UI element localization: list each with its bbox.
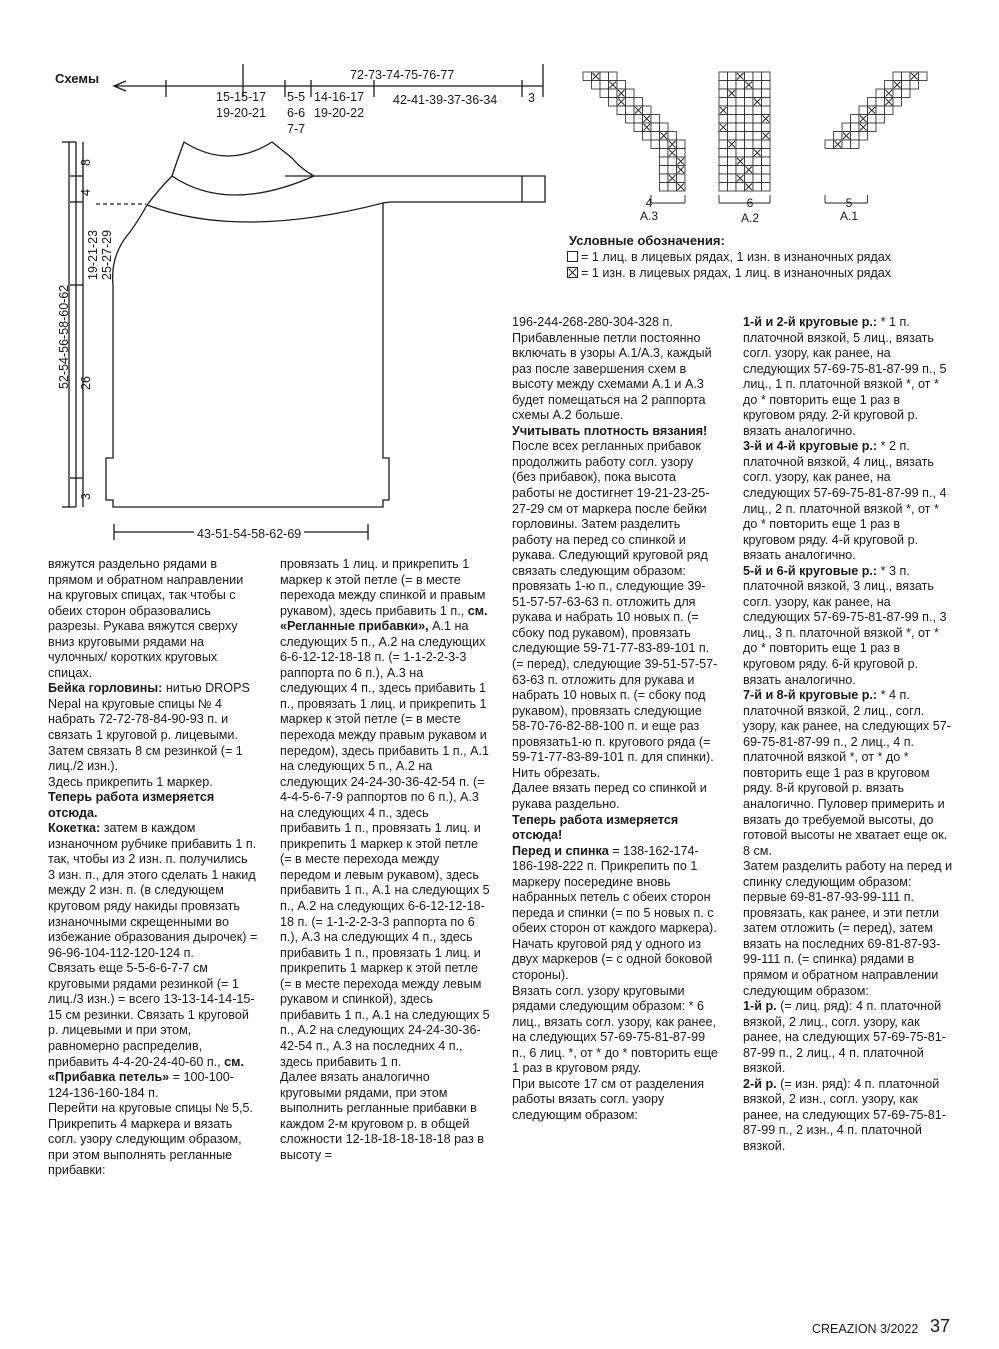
chart-a1-cell [868,98,877,107]
chart-a2-cell [745,89,754,98]
chart-a3-cell [660,123,669,132]
chart-a2-cell [762,166,771,175]
dim-sleeve: 42-41-39-37-36-34 [393,93,498,107]
legend-title: Условные обозначения: [569,233,725,248]
paragraph: Связать еще 5-5-6-6-7-7 см круговыми рядами резинкой (= 1 лиц./3 изн.) = всего 13-13-14-14-15-15 см резинки. Связать 1 круговой р. лицевыми и при этом, равномерно распределив, прибавить 4-4-20-24-40-60 п., [48,961,255,1069]
chart-a2-cell [719,166,728,175]
heading-row-2: 2-й р. [743,1076,777,1091]
chart-a2-cell [719,132,728,141]
chart-a1-cell [910,81,919,90]
chart-a1-cell [919,72,928,81]
chart-a3-cell [677,149,686,158]
chart-a1-cell [876,115,885,124]
dim-neck-a1: 15-15-17 [216,90,267,104]
chart-a1-cell [885,106,894,115]
heading-rounds-3-4: 3-й и 4-й круговые р.: [743,439,878,454]
paragraph: (= лиц. ряд): 4 п. платочной вязкой, 2 лиц., согл. узору, как ранее, на следующих 57-69-75-81-87-99 п., 2 лиц., 4 п. платочной вязкой. [743,999,946,1076]
paragraph: = 138-162-174-186-198-222 п. Прикрепить по 1 маркеру посередине вновь набранных петель с обеих сторон переда и спинки (= по 5 новых п. с обеих сторон от каждого маркера). [512,843,717,936]
empty-square-icon [567,251,578,262]
chart-a2-cell [719,115,728,124]
chart-a2-cell [762,98,771,107]
chart-a2-cell [728,72,737,81]
chart-a2-cell [753,115,762,124]
chart-a2-cell [753,183,762,192]
dim-top-total: 72-73-74-75-76-77 [350,68,455,82]
chart-a1-cell [842,140,851,149]
chart-a3-cell [609,89,618,98]
chart-a1-cell [851,132,860,141]
heading-measure-2: Теперь работа измеряется отсюда! [512,812,679,843]
chart-a1-cell [851,123,860,132]
paragraph: Далее вязать перед со спинкой и рукава раздельно. [512,781,707,811]
chart-a2-cell [753,123,762,132]
heading-gauge: Учитывать плотность вязания! [512,423,708,438]
chart-a3-cell [592,81,601,90]
chart-a2-cell [736,98,745,107]
paragraph: 196-244-268-280-304-328 п. Прибавленные петли постоянно включать в узоры A.1/A.3, каждый раз после завершения схем в высоту между схемами A.1 и A.3 будет помещаться на 2 раппорта схемы A.2 больше. [512,315,712,423]
chart-a1-cell [859,132,868,141]
chart-a3-cell [617,81,626,90]
chart-a2-cell [745,72,754,81]
chart-a2-cell [753,157,762,166]
chart-a3-label: A.3 [639,209,658,223]
chart-a2-cell [745,132,754,141]
paragraph: (= изн. ряд): 4 п. платочной вязкой, 2 изн., согл. узору, как ранее, на следующих 57-69-75-81-87-99 п., 2 изн., 4 п. платочной вязкой. [743,1076,946,1153]
chart-a1-cell [893,98,902,107]
heading-neckband: Бейка горловины: [48,681,163,696]
chart-a2-cell [736,106,745,115]
chart-a3-cell [651,123,660,132]
chart-a2-cell [728,106,737,115]
chart-a1-cell [834,132,843,141]
chart-a3-cell [651,132,660,141]
legend-item-knit [567,249,891,265]
chart-a3-cell [626,115,635,124]
chart-a2-cell [745,115,754,124]
chart-a2-cell [728,166,737,175]
paragraph: провязать 1 лиц. и прикрепить 1 маркер к этой петле (= в месте перехода между спинкой и правым рукавом), здесь прибавить 1 п., [280,557,486,618]
dim-body: 26 [79,376,93,390]
paragraph: * 4 п. платочной вязкой, 2 лиц., согл. узору, как ранее, на следующих 57-69-75-81-87-99 п., 2 лиц., 4 п. платочной вязкой *, от * до * повторить еще 1 раз в круговом ряду. 8-й круговой р. вязать аналогично. Пуловер примерить и вязать до требуемой высоты, до готовой высоты не хватает еще ок. 8 см. [743,688,951,858]
paragraph: затем в каждом изнаночном рубчике прибавить 1 п. так, чтобы из 2 изн. п. получились 3 изн. п., для этого сделать 1 накид между 2 изн. п. (в следующем круговом ряду накиды провязать изнаночными скрещенными во избежание образования дырочек) = 96-96-104-112-120-124 п. [48,821,258,960]
chart-a2-cell [753,132,762,141]
dim-total-length: 52-54-56-58-60-62 [57,284,71,389]
chart-a2-cell [728,98,737,107]
chart-a1-cell [876,98,885,107]
paragraph: При высоте 17 см от разделения работы вязать согл. узору следующим образом: [512,1076,705,1122]
dim-left-4: 4 [79,189,93,196]
paragraph: Здесь прикрепить 1 маркер. [48,774,213,789]
chart-a1-cell [851,140,860,149]
chart-a2-cell [736,81,745,90]
chart-a1-cell [902,81,911,90]
text-column-3 [512,315,718,1123]
paragraph: нитью DROPS Nepal на круговые спицы № 4 набрать 72-72-78-84-90-93 п. и связать 1 круговой р. лицевыми. [48,681,250,743]
chart-a2-cell [745,106,754,115]
chart-a3-cell [660,149,669,158]
dim-neck-a2: 19-20-21 [216,106,267,120]
chart-a3-cell [651,115,660,124]
chart-a3-cell [583,72,592,81]
heading-front-back: Перед и спинка [512,843,609,858]
chart-a3-cell [626,106,635,115]
chart-a2-cell [762,157,771,166]
legend-item-knit-text: = 1 лиц. в лицевых рядах, 1 изн. в изнаночных рядах [581,250,892,264]
paragraph: * 2 п. платочной вязкой, 4 лиц., вязать согл. узору, как ранее, на следующих 57-69-75-81-87-99 п., 4 лиц., 2 п. платочной вязкой *, от * до * повторить еще 1 раз в круговом ряду. 4-й круговой р. вязать аналогично. [743,439,947,563]
chart-a2-cell [736,183,745,192]
chart-a2-cell [728,174,737,183]
chart-a2-cell [736,166,745,175]
chart-a1-cell [893,72,902,81]
chart-a2-cell [745,123,754,132]
heading-row-1: 1-й р. [743,999,777,1014]
dim-neck-c1: 14-16-17 [314,90,365,104]
dim-neck-c2: 19-20-22 [314,106,365,120]
chart-a3-cell [626,98,635,107]
paragraph: Затем связать 8 см резинкой (= 1 лиц./2 изн.). [48,743,243,774]
chart-a2-cell [719,81,728,90]
crossed-square-icon [567,267,578,278]
chart-a3-cell [668,157,677,166]
chart-a2-cell [753,106,762,115]
chart-a2-cell [719,174,728,183]
chart-a3-cell [677,140,686,149]
chart-a3-cell [600,89,609,98]
chart-a3-cell [643,106,652,115]
chart-a2-cell [753,140,762,149]
chart-a3-cell [668,183,677,192]
chart-a3-cell [609,72,618,81]
chart-a1-cell [842,123,851,132]
dim-left-8: 8 [79,159,93,166]
page-number: 37 [930,1316,951,1336]
chart-a3-cell [634,123,643,132]
chart-a2-cell [753,72,762,81]
paragraph: Перейти на круговые спицы № 5,5. [48,1101,254,1116]
chart-a2-cell [745,157,754,166]
chart-a2-cell [728,81,737,90]
chart-a2-cell [719,98,728,107]
chart-a2-cell [745,174,754,183]
chart-a1-cell [885,81,894,90]
chart-a3-number: 4 [645,196,653,210]
chart-a2-cell [762,149,771,158]
chart-a3-cell [660,174,669,183]
chart-a2-cell [728,132,737,141]
chart-a2-cell [719,157,728,166]
chart-a2-cell [762,174,771,183]
chart-a1-number: 5 [845,196,853,210]
chart-a3-cell [634,98,643,107]
chart-a2-cell [736,115,745,124]
chart-a1-label: A.1 [839,209,858,223]
chart-a2-cell [762,89,771,98]
heading-rounds-1-2: 1-й и 2-й круговые р.: [743,315,878,329]
chart-a2-cell [728,157,737,166]
chart-a2-cell [762,81,771,90]
text-column-2 [280,557,490,1163]
chart-a2-cell [762,72,771,81]
chart-a1-cell [893,89,902,98]
chart-a2-cell [753,89,762,98]
chart-a2-cell [728,183,737,192]
chart-a2-cell [719,183,728,192]
heading-rounds-5-6: 5-й и 6-й круговые р.: [743,563,878,578]
dim-neck-b2: 6-6 [287,106,306,120]
chart-a2-cell [762,106,771,115]
dim-hem: 3 [79,493,93,500]
chart-a2-cell [728,115,737,124]
text-column-4 [743,315,953,1155]
chart-a2-cell [762,123,771,132]
footer-magazine: CREAZION 3/2022 [812,1322,919,1336]
heading-measure: Теперь работа измеряется отсюда. [48,790,215,820]
dim-neck-b1: 5-5 [287,90,306,104]
paragraph: * 3 п. платочной вязкой, 3 лиц., вязать согл. узору, как ранее, на следующих 57-69-75-81-87-99 п., 3 лиц., 3 п. платочной вязкой *, от * до * повторить еще 1 раз в круговом ряду. 6-й круговой р. вязать аналогично. [743,563,947,687]
chart-a2-cell [753,81,762,90]
chart-a3-cell [660,183,669,192]
chart-a2-cell [736,132,745,141]
chart-a3-cell [617,106,626,115]
chart-a2-cell [728,149,737,158]
chart-a1-cell [876,89,885,98]
chart-a2-label: A.2 [740,211,759,225]
paragraph: * 1 п. платочной вязкой, 5 лиц., вязать согл. узору, как ранее, на следующих 57-69-75-81-87-99 п., 5 лиц., 1 п. платочной вязкой *, от * до * повторить еще 1 раз в круговом ряду. 2-й круговой р. вязать аналогично. [743,315,947,438]
chart-a3-cell [651,140,660,149]
chart-a3-cell [660,157,669,166]
paragraph: вяжутся раздельно рядами в прямом и обратном направлении на круговых спицах, так чтобы с обеих сторон образовались разрезы. Рукава вяжутся сверху вниз круговыми рядами на чулочных/ коротких круговых спицах. [48,557,244,680]
chart-a2-cell [719,140,728,149]
chart-a3-cell [677,174,686,183]
chart-a2-cell [762,140,771,149]
chart-a1-cell [902,72,911,81]
chart-a2-cell [736,123,745,132]
chart-a3-cell [668,166,677,175]
paragraph: = 100-100-124-136-160-184 п. [48,1070,234,1100]
chart-a2-cell [753,166,762,175]
chart-a2-cell [719,89,728,98]
chart-a1-cell [902,89,911,98]
chart-a2-cell [736,149,745,158]
chart-a2-number: 6 [746,196,754,210]
chart-a3-cell [634,115,643,124]
text-column-1 [48,557,258,1179]
paragraph: A.1 на следующих 5 п., A.2 на следующих 6-6-12-12-18-18 п. (= 1-1-2-2-3-3 раппорта по 6 п.), A.3 на следующих 4 п., здесь прибавить 1 п., провязать 1 лиц. и прикрепить 1 маркер к этой петле (= в месте перехода между правым рукавом и передом), здесь прибавить 1 п., A.1 на следующих 5 п., A.2 на следующих 24-24-30-36-42-54 п. (= 4-4-5-6-7-9 раппортов по 6 п.), A.3 на следующих 4 п., здесь прибавить 1 п., провязать 1 лиц. и прикрепить 1 маркер к этой петле (= в месте перехода между передом и левым рукавом), здесь прибавить 1 п., A.1 на следующих 5 п., A.2 на следующих 6-6-12-12-18-18 п. (= 1-1-2-2-3-3 раппорта по 6 п.), A.3 на следующих 4 п., здесь прибавить 1 п., провязать 1 лиц. и прикрепить 1 маркер к этой петле (= в месте перехода между левым рукавом и спинкой), здесь прибавить 1 п., A.1 на следующих 5 п., A.2 на следующих 24-24-30-36-42-54 п., A.3 на последних 4 п., здесь прибавить 1 п. [280,619,490,1069]
chart-a2-cell [745,140,754,149]
chart-a1-cell [859,106,868,115]
paragraph: Вязать согл. узору круговыми рядами следующим образом: * 6 лиц., вязать согл. узору, как ранее, на следующих 57-69-75-81-87-99 п., 6 лиц. *, от * до * повторить еще 1 раз в круговом ряду. [512,983,718,1076]
chart-a3-cell [600,81,609,90]
heading-raglan-ref: см. «Регланные прибавки», [280,603,488,634]
schemes-title: Схемы [55,71,100,86]
chart-a2-cell [719,149,728,158]
chart-a2-cell [736,89,745,98]
dim-neck-b3: 7-7 [287,122,306,136]
chart-a1-cell [868,123,877,132]
legend-item-purl [567,265,891,281]
chart-a3-cell [668,132,677,141]
dim-bottom: 43-51-54-58-62-69 [194,527,304,541]
chart-a2-cell [728,123,737,132]
chart-a2-cell [719,72,728,81]
heading-increase-ref: см. «Прибавка петель» [48,1054,244,1085]
chart-a3-cell [600,72,609,81]
chart-a1-cell [876,106,885,115]
legend-item-purl-text: = 1 изн. в лицевых рядах, 1 лиц. в изнаночных рядах [581,266,892,280]
dim-yoke-2: 25-27-29 [100,229,114,280]
paragraph: Прикрепить 4 маркера и вязать согл. узору следующим образом, при этом выполнять регланные прибавки: [48,1116,242,1178]
paragraph: Затем разделить работу на перед и спинку следующим образом: первые 69-81-87-93-99-111 п. провязать, как ранее, и эти петли затем отложить (= перед), затем вязать на последних 69-81-87-93-99-111 п. (= спинка) рядами в прямом и обратном направлении следующим образом: [743,859,953,998]
heading-rounds-7-8: 7-й и 8-й круговые р.: [743,688,878,703]
chart-a2-cell [736,140,745,149]
pattern-charts [575,68,965,218]
sweater-schematic-drawing [0,0,560,560]
chart-a2-cell [745,98,754,107]
chart-a2-cell [745,149,754,158]
dim-cuff: 3 [528,91,535,105]
paragraph: Начать круговой ряд у одного из двух маркеров (= с одной боковой стороны). [512,936,713,982]
chart-a3-cell [660,166,669,175]
paragraph: Далее вязать аналогично круговыми рядами, при этом выполнить регланные прибавки в каждом 2-м круговом р. в общей сложности 12-18-18-18-18-18 раз в высоту = [280,1070,484,1162]
chart-a2-cell [753,174,762,183]
chart-a3-cell [643,132,652,141]
chart-a1-cell [868,115,877,124]
heading-yoke: Кокетка: [48,821,101,836]
chart-a1-cell [851,115,860,124]
chart-a2-cell [762,183,771,192]
chart-a3-cell [626,89,635,98]
dim-yoke-1: 19-21-23 [86,229,100,280]
chart-a1-cell [825,140,834,149]
chart-a3-cell [660,140,669,149]
chart-a3-cell [609,98,618,107]
paragraph: После всех регланных прибавок продолжить работу согл. узору (без прибавок), пока высота работы не достигнет 19-21-23-25-27-29 см от маркера после бейки горловины. Затем разделить работу на перед со спинкой и рукава. Следующий круговой ряд связать следующим образом: провязать 1-ю п., следующие 39-51-57-57-63-63 п. отложить для рукава и набрать 10 новых п. (= сбоку под рукавом), провязать следующие 59-71-77-83-89-101 п. (= перед), следующие 39-51-57-57-63-63 п. отложить для рукава и набрать 10 новых п. (= сбоку под рукавом), провязать следующие 58-70-76-82-88-100 п. и еще раз провязать1-ю п. кругового ряда (= 59-71-77-83-89-101 п. для спинки). Нить обрезать. [512,439,718,780]
